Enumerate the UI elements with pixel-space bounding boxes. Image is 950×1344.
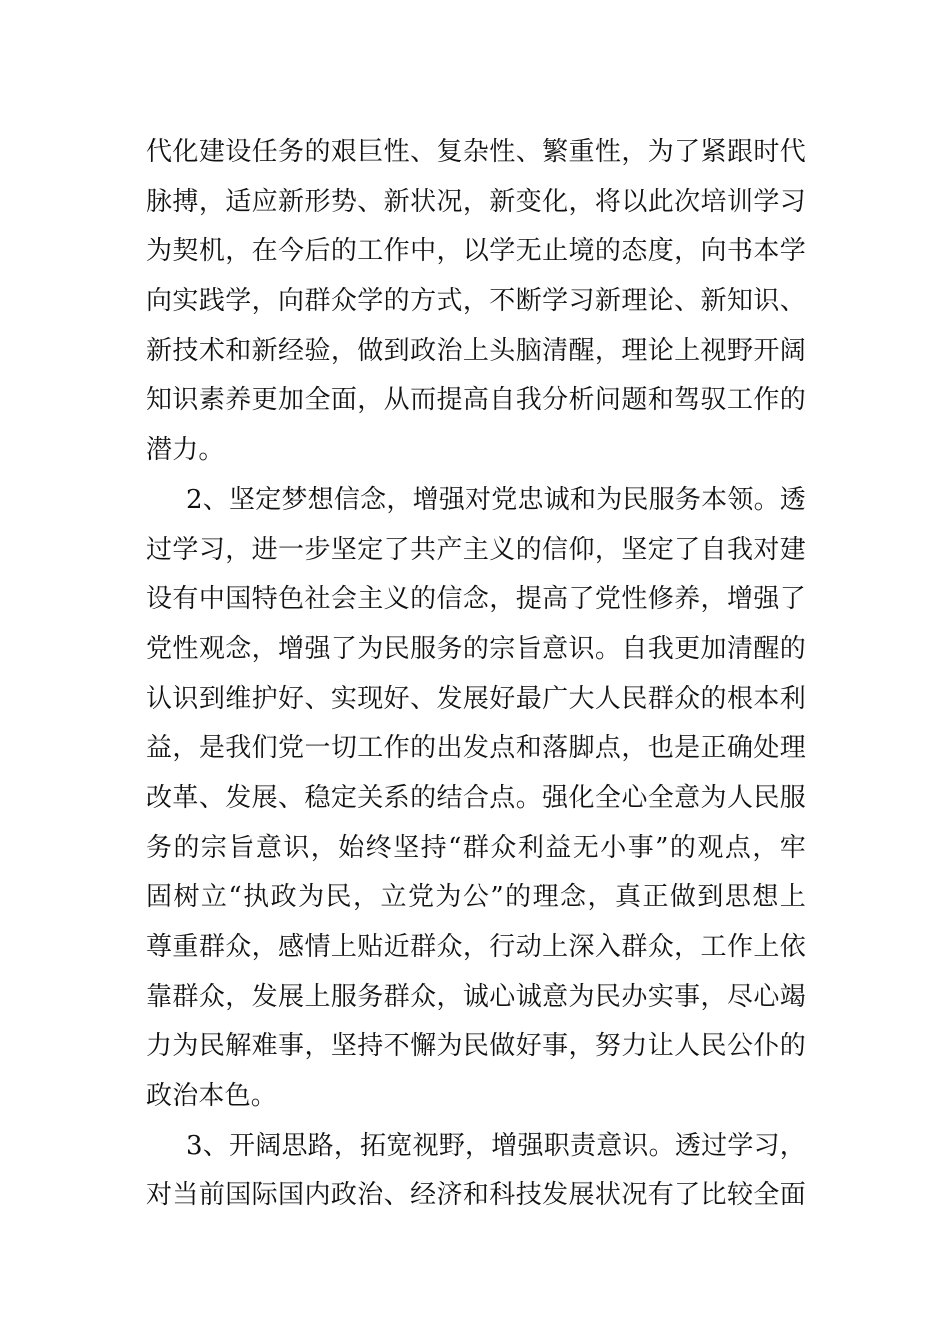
paragraph-end-line: 政治本色。 <box>146 1081 278 1112</box>
text-line: 对当前国际国内政治、经济和科技发展状况有了比较全面 <box>146 1180 806 1211</box>
text-line: 力为民解难事，坚持不懈为民做好事，努力让人民公仆的 <box>146 1031 806 1062</box>
text-line: 改革、发展、稳定关系的结合点。强化全心全意为人民服 <box>146 782 806 813</box>
text-line: 认识到维护好、实现好、发展好最广大人民群众的根本利 <box>146 683 806 714</box>
text-line: 固树立“执政为民，立党为公”的理念，真正做到思想上 <box>146 882 806 913</box>
text-line: 向实践学，向群众学的方式，不断学习新理论、新知识、 <box>146 286 806 317</box>
text-line: 尊重群众，感情上贴近群众，行动上深入群众，工作上依 <box>146 932 806 962</box>
text-line: 脉搏，适应新形势、新状况，新变化，将以此次培训学习 <box>146 186 806 217</box>
text-line: 靠群众，发展上服务群众，诚心诚意为民办实事，尽心竭 <box>146 981 806 1012</box>
text-line: 过学习，进一步坚定了共产主义的信仰，坚定了自我对建 <box>146 534 806 565</box>
text-line: 为契机，在今后的工作中，以学无止境的态度，向书本学 <box>146 236 806 267</box>
paragraph-start-line: 2、坚定梦想信念，增强对党忠诚和为民服务本领。透 <box>186 484 806 515</box>
document-body <box>146 128 806 1221</box>
paragraph-start-line: 3、开阔思路，拓宽视野，增强职责意识。透过学习， <box>186 1130 806 1161</box>
text-line: 知识素养更加全面，从而提高自我分析问题和驾驭工作的 <box>146 385 806 416</box>
text-line: 代化建设任务的艰巨性、复杂性、繁重性，为了紧跟时代 <box>146 137 806 167</box>
text-line: 党性观念，增强了为民服务的宗旨意识。自我更加清醒的 <box>146 633 806 664</box>
text-line: 务的宗旨意识，始终坚持“群众利益无小事”的观点，牢 <box>146 832 806 863</box>
paragraph-end-line: 潜力。 <box>146 435 225 466</box>
text-line: 新技术和新经验，做到政治上头脑清醒，理论上视野开阔 <box>146 335 806 366</box>
text-line: 益，是我们党一切工作的出发点和落脚点，也是正确处理 <box>146 733 806 764</box>
text-line: 设有中国特色社会主义的信念，提高了党性修养，增强了 <box>146 584 806 615</box>
